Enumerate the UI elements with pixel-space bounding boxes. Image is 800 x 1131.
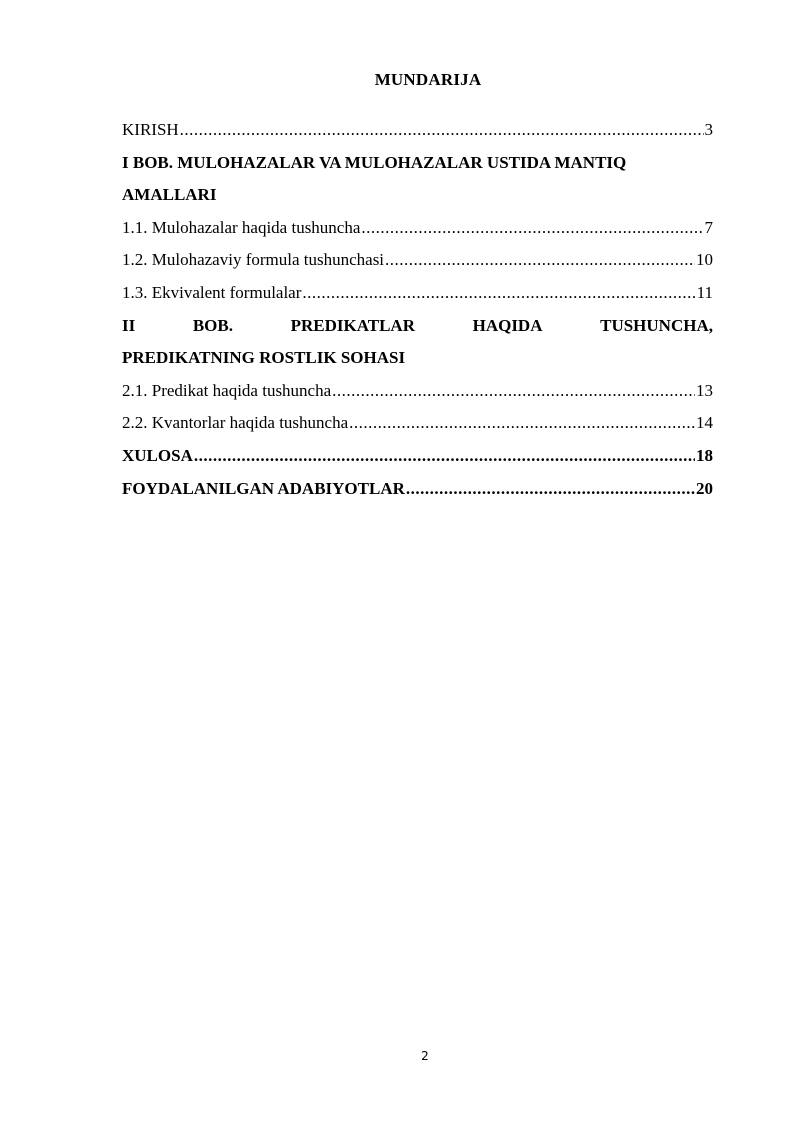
chapter-2-word: TUSHUNCHA, xyxy=(600,315,713,335)
dot-leader xyxy=(302,277,695,310)
dot-leader xyxy=(385,244,695,277)
dot-leader xyxy=(180,114,704,147)
chapter-2-line-1 xyxy=(122,310,713,343)
toc-entry-label: 1.3. Ekvivalent formulalar xyxy=(122,282,302,302)
toc-entry-label: 2.2. Kvantorlar haqida tushuncha xyxy=(122,413,349,433)
toc-entry-kirish[interactable] xyxy=(122,114,713,147)
toc-chapter-1-heading xyxy=(122,147,713,212)
chapter-1-line-2: AMALLARI xyxy=(122,185,217,205)
dot-leader xyxy=(194,440,695,473)
toc-entry-adabiyotlar[interactable] xyxy=(122,473,713,506)
toc-entry-page: 11 xyxy=(696,282,713,302)
toc-entry-label: FOYDALANILGAN ADABIYOTLAR xyxy=(122,478,405,498)
chapter-2-word: HAQIDA xyxy=(472,315,543,335)
toc-entry-page: 18 xyxy=(696,445,713,465)
chapter-2-word: BOB. xyxy=(192,315,233,335)
toc-entry-2-2[interactable] xyxy=(122,407,713,440)
toc-entry-2-1[interactable] xyxy=(122,375,713,408)
page-number: 2 xyxy=(421,1049,429,1063)
dot-leader xyxy=(406,473,695,506)
toc-chapter-2-heading xyxy=(122,310,713,375)
toc-entry-page: 7 xyxy=(704,217,713,237)
chapter-1-line-1: I BOB. MULOHAZALAR VA MULOHAZALAR USTIDA MANTIQ xyxy=(122,152,627,172)
table-of-contents xyxy=(122,114,713,505)
toc-entry-page: 13 xyxy=(696,380,713,400)
toc-entry-1-2[interactable] xyxy=(122,244,713,277)
dot-leader xyxy=(349,407,695,440)
toc-entry-1-1[interactable] xyxy=(122,212,713,245)
chapter-2-line-2: PREDIKATNING ROSTLIK SOHASI xyxy=(122,348,406,368)
toc-entry-page: 3 xyxy=(704,120,713,139)
toc-entry-label: XULOSA xyxy=(122,445,193,465)
toc-entry-1-3[interactable] xyxy=(122,277,713,310)
page-title: MUNDARIJA xyxy=(374,70,482,89)
toc-entry-label: KIRISH xyxy=(122,120,179,139)
toc-entry-page: 14 xyxy=(696,413,713,433)
chapter-2-word: II xyxy=(122,315,136,335)
toc-entry-xulosa[interactable] xyxy=(122,440,713,473)
dot-leader xyxy=(361,212,703,245)
chapter-2-word: PREDIKATLAR xyxy=(290,315,415,335)
toc-entry-page: 20 xyxy=(696,478,713,498)
toc-entry-label: 1.2. Mulohazaviy formula tushunchasi xyxy=(122,250,385,270)
toc-entry-label: 1.1. Mulohazalar haqida tushuncha xyxy=(122,217,361,237)
toc-entry-page: 10 xyxy=(696,250,713,270)
toc-entry-label: 2.1. Predikat haqida tushuncha xyxy=(122,380,332,400)
dot-leader xyxy=(332,375,695,408)
